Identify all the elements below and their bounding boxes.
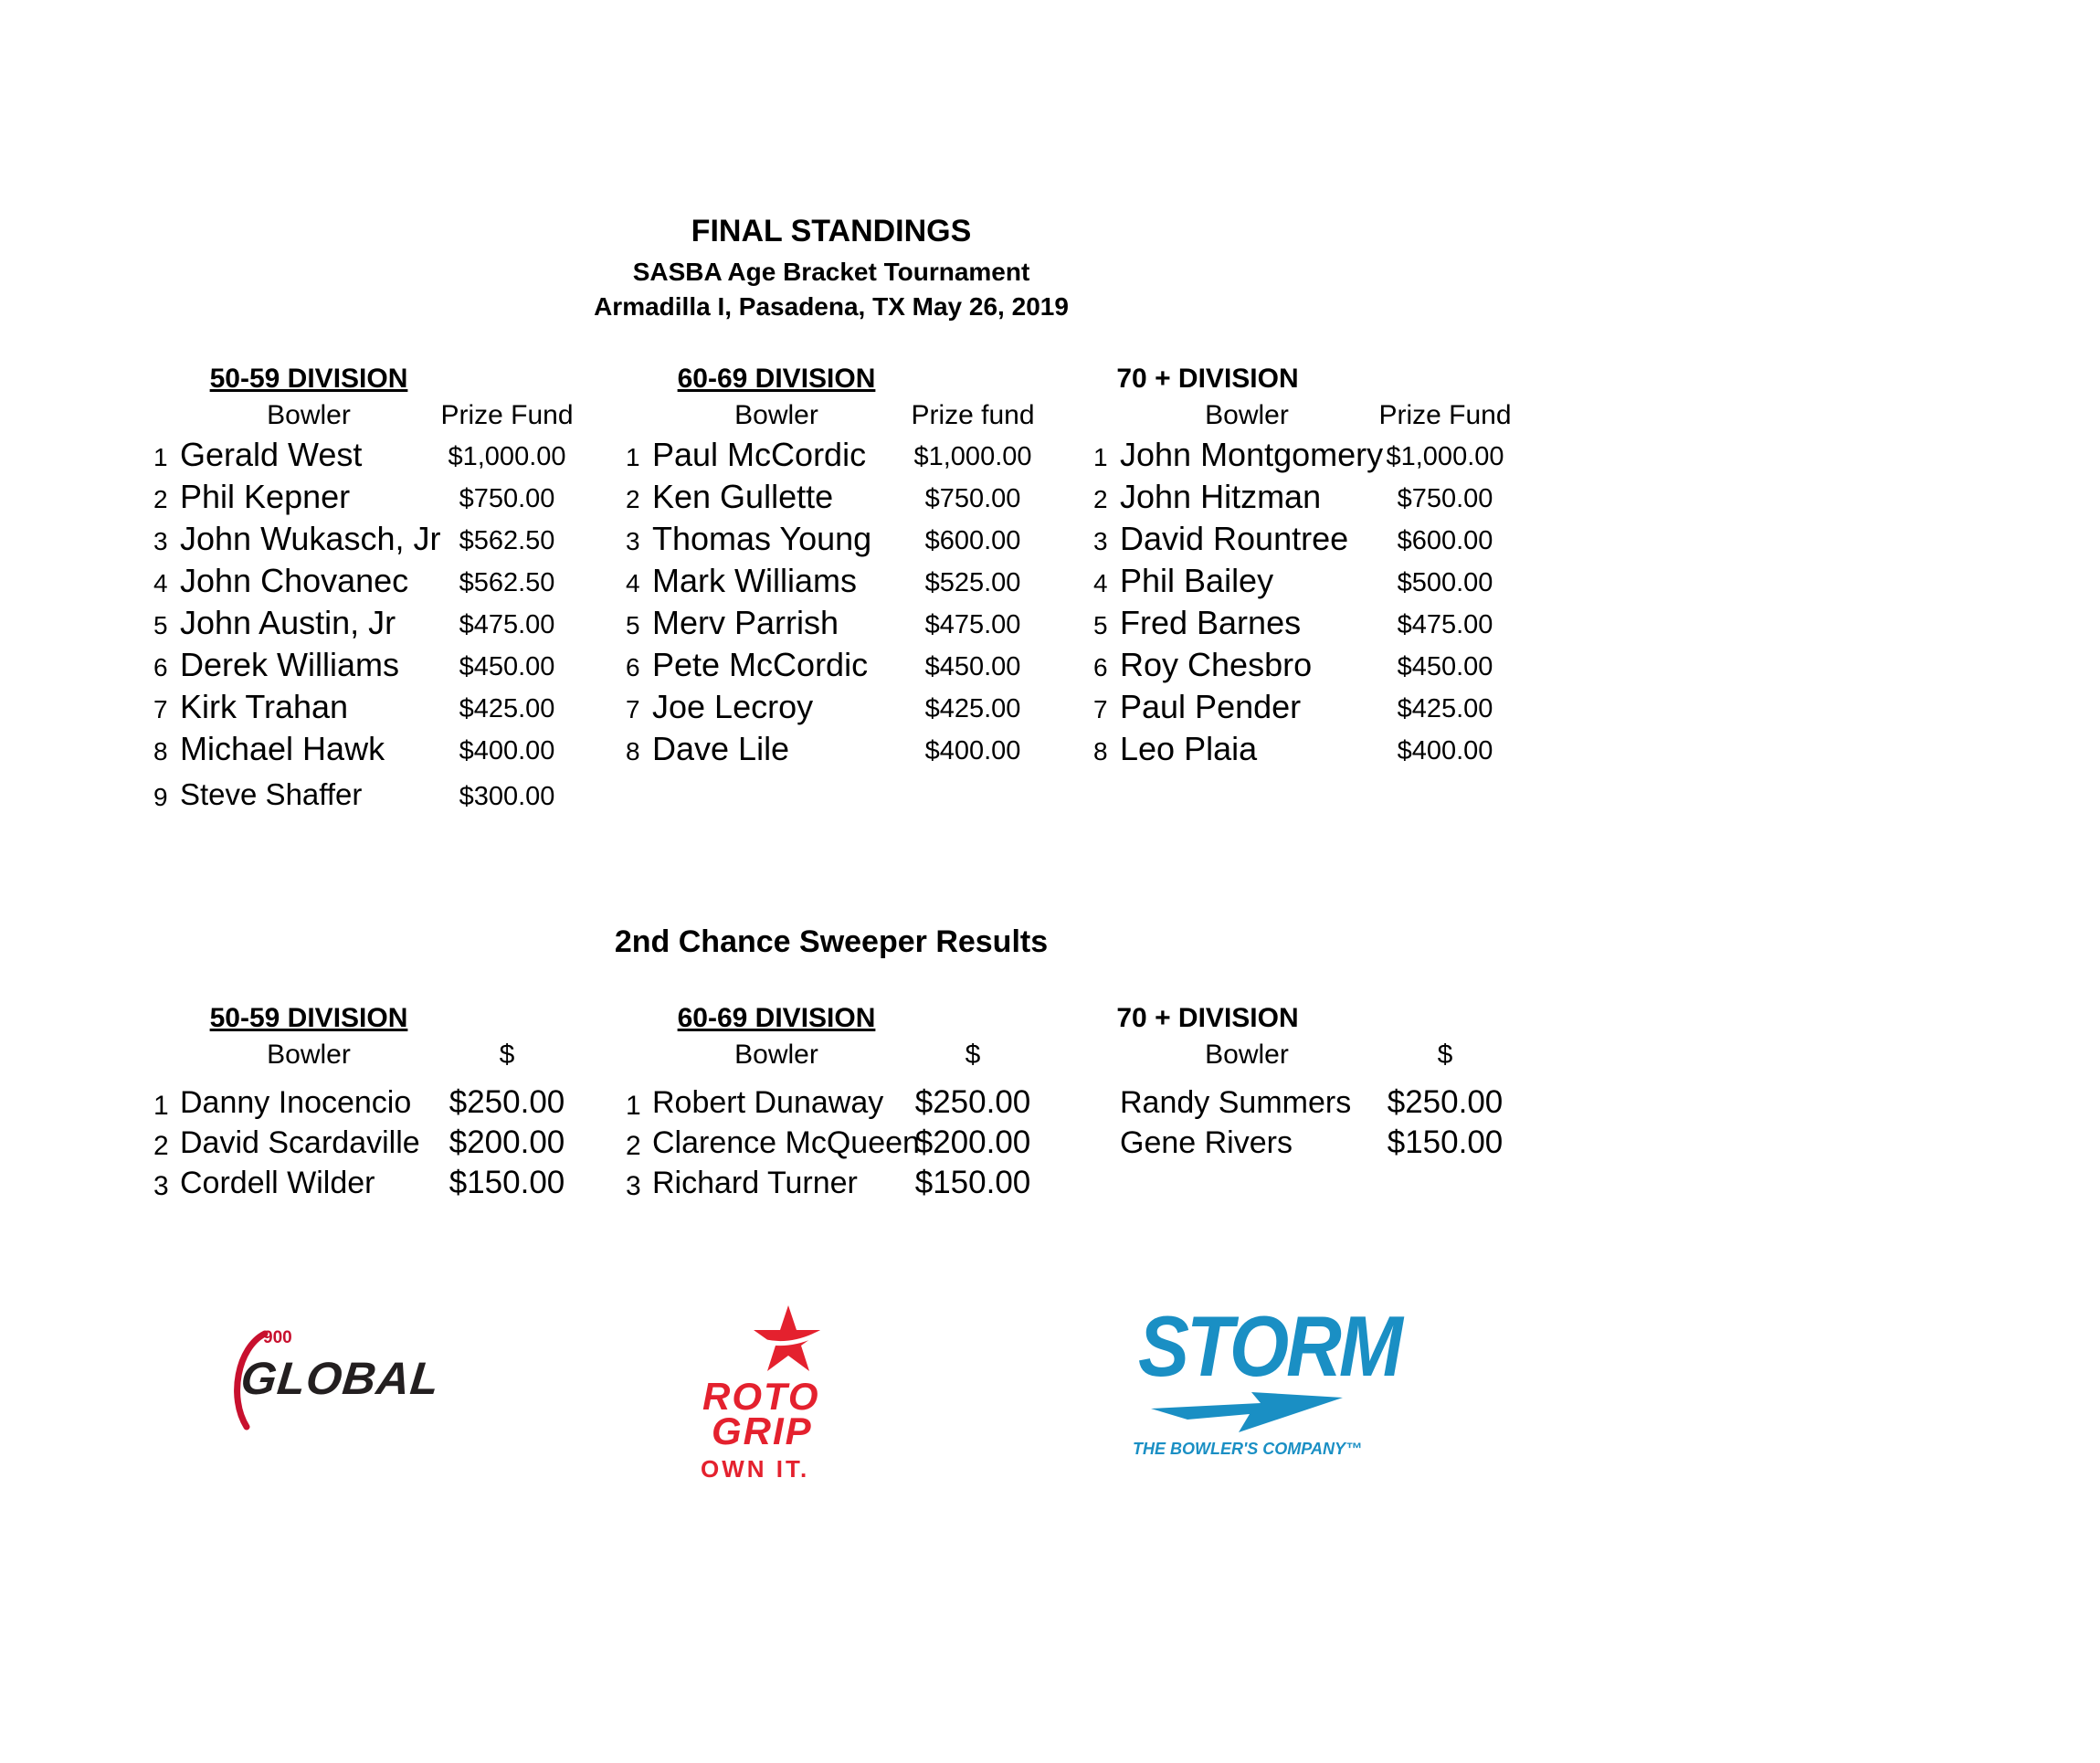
bowler-column-header: Bowler [267,400,351,430]
rank-number: 3 [1093,527,1108,555]
rotogrip-line1: ROTO [702,1375,820,1418]
division-heading: 70 + DIVISION [1116,1003,1299,1033]
bowler-name: Clarence McQueen [652,1125,920,1160]
rank-number: 1 [153,443,168,471]
prize-column-header: $ [499,1040,515,1070]
rank-number: 2 [626,485,640,513]
rank-number: 1 [626,1091,641,1121]
prize-amount: $475.00 [459,610,555,639]
division-heading: 50-59 DIVISION [209,364,408,394]
prize-amount: $450.00 [924,652,1021,681]
prize-amount: $200.00 [914,1124,1031,1160]
bowler-name: Richard Turner [652,1166,858,1200]
rotogrip-tagline: OWN IT. [701,1455,810,1483]
rank-number: 5 [153,611,168,639]
prize-amount: $750.00 [1397,484,1493,513]
prize-amount: $250.00 [914,1084,1031,1120]
bowler-name: Kirk Trahan [180,688,349,725]
bowler-column-header: Bowler [1205,1040,1289,1070]
prize-amount: $425.00 [1397,694,1493,723]
prize-amount: $562.50 [459,526,555,555]
division-heading: 60-69 DIVISION [677,1003,876,1033]
division-heading: 50-59 DIVISION [209,1003,408,1033]
prize-amount: $300.00 [459,782,555,811]
prize-amount: $400.00 [1397,736,1493,765]
rank-number: 3 [626,527,640,555]
prize-amount: $1,000.00 [448,442,566,471]
prize-amount: $1,000.00 [1386,442,1504,471]
rank-number: 2 [1093,485,1108,513]
rotogrip-logo [690,1302,881,1484]
division-heading: 60-69 DIVISION [677,364,876,394]
bowler-name: Gerald West [180,436,363,473]
rank-number: 8 [153,737,168,765]
storm-wordmark: STORM [1138,1298,1400,1395]
bowler-name: Merv Parrish [652,604,839,641]
bowler-name: Phil Bailey [1120,562,1274,599]
prize-column-header: $ [965,1040,981,1070]
prize-amount: $600.00 [1397,526,1493,555]
bowler-name: Leo Plaia [1120,730,1258,767]
rank-number: 1 [626,443,640,471]
prize-amount: $150.00 [1387,1124,1504,1160]
rank-number: 6 [1093,653,1108,681]
star-icon [690,1302,881,1375]
bowler-column-header: Bowler [1205,400,1289,430]
bowler-name: Thomas Young [652,520,872,557]
global-900-text: 900 [263,1328,292,1347]
sweeper-title: 2nd Chance Sweeper Results [614,924,1049,959]
prize-amount: $750.00 [459,484,555,513]
rank-number: 6 [153,653,168,681]
prize-amount: $150.00 [448,1165,565,1200]
bowler-name: Paul McCordic [652,436,867,473]
rank-number: 4 [153,569,168,597]
prize-amount: $475.00 [924,610,1021,639]
bowler-name: John Wukasch, Jr [180,520,441,557]
bowler-column-header: Bowler [734,400,818,430]
bowler-name: John Austin, Jr [180,604,396,641]
rotogrip-line2: GRIP [712,1409,813,1452]
bowler-name: Cordell Wilder [180,1166,375,1200]
bowler-column-header: Bowler [267,1040,351,1070]
rank-number: 5 [626,611,640,639]
page-subtitle: SASBA Age Bracket Tournament [632,258,1030,286]
prize-amount: $450.00 [459,652,555,681]
prize-amount: $250.00 [448,1084,565,1120]
division-heading: 70 + DIVISION [1116,364,1299,394]
rank-number: 1 [1093,443,1108,471]
bowler-name: Phil Kepner [180,478,351,515]
bowler-name: Fred Barnes [1120,604,1302,641]
bowler-name: Ken Gullette [652,478,834,515]
prize-column-header: Prize Fund [440,400,574,430]
bowler-name: Dave Lile [652,730,790,767]
prize-amount: $200.00 [448,1124,565,1160]
rank-number: 5 [1093,611,1108,639]
bowler-column-header: Bowler [734,1040,818,1070]
prize-amount: $750.00 [924,484,1021,513]
prize-column-header: $ [1437,1040,1453,1070]
bowler-name: Roy Chesbro [1120,646,1313,683]
bowler-name: Robert Dunaway [652,1085,884,1120]
rank-number: 8 [1093,737,1108,765]
page-title: FINAL STANDINGS [691,214,972,248]
bowler-name: Gene Rivers [1120,1125,1293,1160]
rank-number: 9 [153,783,168,811]
rank-number: 3 [153,1171,169,1201]
prize-column-header: Prize fund [911,400,1035,430]
bowler-name: John Chovanec [180,562,409,599]
rank-number: 3 [626,1171,641,1201]
prize-amount: $400.00 [924,736,1021,765]
bowler-name: Joe Lecroy [652,688,814,725]
bowler-name: Danny Inocencio [180,1085,412,1120]
bowler-name: John Montgomery [1120,436,1384,473]
rank-number: 7 [153,695,168,723]
bowler-name: Pete McCordic [652,646,869,683]
bowler-name: David Scardaville [180,1125,420,1160]
prize-amount: $500.00 [1397,568,1493,597]
rank-number: 1 [153,1091,169,1121]
bowler-name: David Rountree [1120,520,1349,557]
storm-tagline: THE BOWLER'S COMPANY™ [1133,1440,1362,1458]
rank-number: 6 [626,653,640,681]
bowler-name: John Hitzman [1120,478,1322,515]
prize-amount: $425.00 [459,694,555,723]
prize-amount: $400.00 [459,736,555,765]
prize-amount: $250.00 [1387,1084,1504,1120]
rank-number: 2 [153,1131,169,1161]
bowler-name: Paul Pender [1120,688,1302,725]
storm-logo [1133,1297,1400,1480]
bowler-name: Derek Williams [180,646,400,683]
rank-number: 7 [626,695,640,723]
prize-amount: $450.00 [1397,652,1493,681]
prize-amount: $562.50 [459,568,555,597]
prize-amount: $1,000.00 [913,442,1032,471]
prize-column-header: Prize Fund [1378,400,1512,430]
global-900-logo [219,1315,443,1434]
prize-amount: $475.00 [1397,610,1493,639]
bowler-name: Randy Summers [1120,1085,1352,1120]
bowler-name: Michael Hawk [180,730,385,767]
prize-amount: $525.00 [924,568,1021,597]
lightning-bolt-icon [1151,1388,1352,1443]
bowler-name: Mark Williams [652,562,857,599]
prize-amount: $425.00 [924,694,1021,723]
rank-number: 4 [626,569,640,597]
rank-number: 3 [153,527,168,555]
rank-number: 7 [1093,695,1108,723]
rank-number: 4 [1093,569,1108,597]
rank-number: 2 [153,485,168,513]
rank-number: 8 [626,737,640,765]
page-location: Armadilla I, Pasadena, TX May 26, 2019 [594,292,1069,321]
prize-amount: $600.00 [924,526,1021,555]
global-wordmark: GLOBAL [238,1353,443,1404]
rank-number: 2 [626,1131,641,1161]
bowler-name: Steve Shaffer [180,777,363,811]
prize-amount: $150.00 [914,1165,1031,1200]
